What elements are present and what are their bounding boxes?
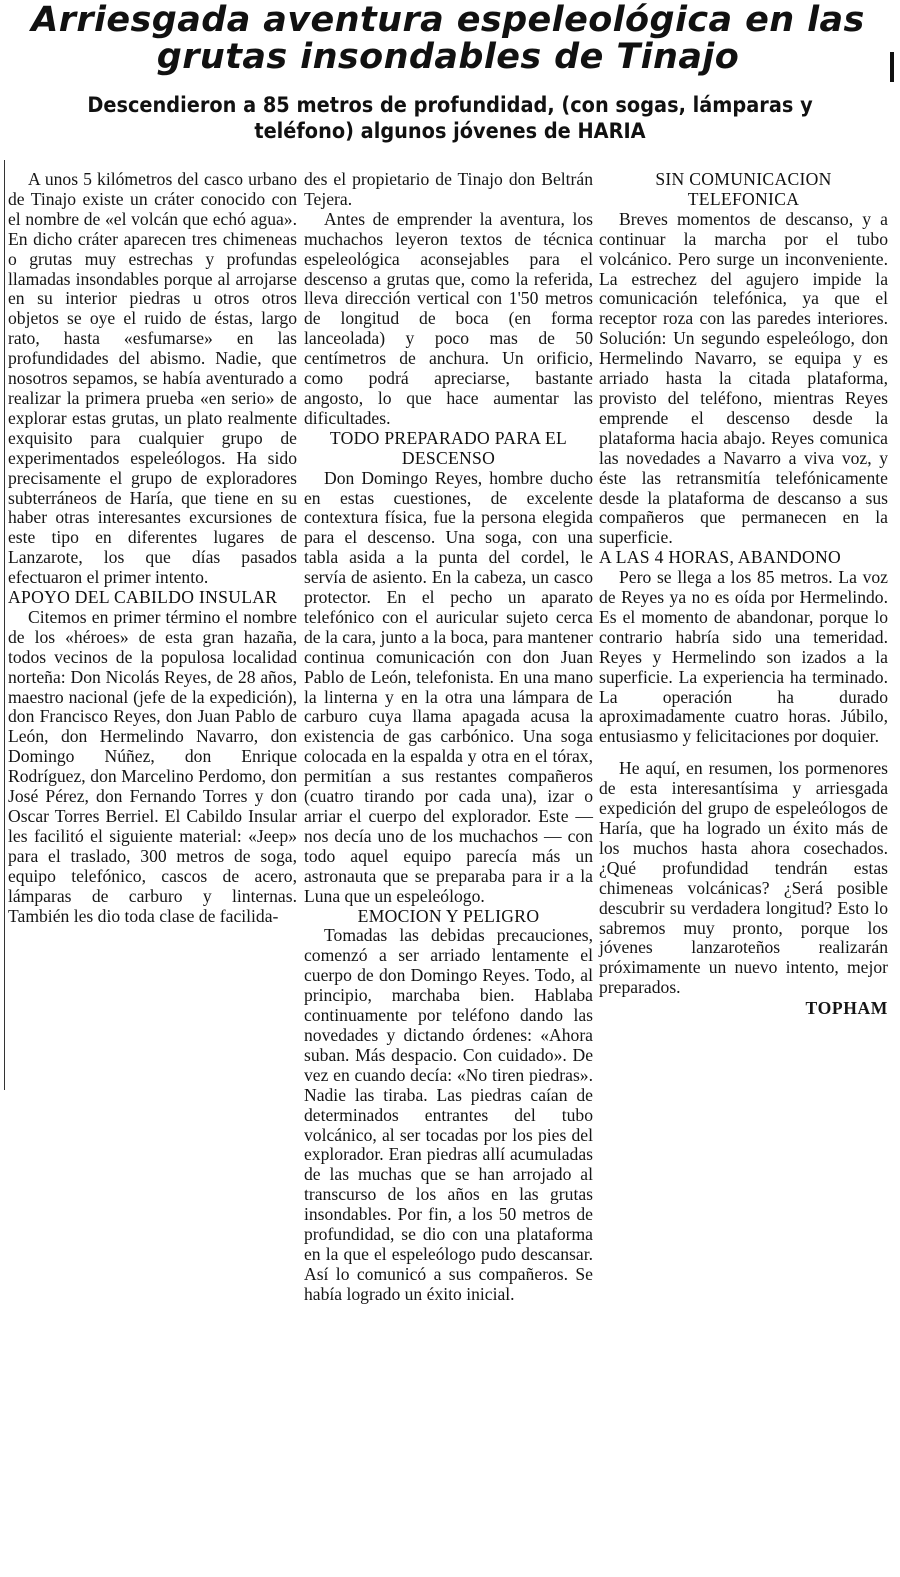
paragraph: Antes de emprender la aventura, los muchachos leyeron textos de técnica espeleológica aconsejables para el descenso a grutas que, como la referida, lleva dirección vertical con 1'50 metros de longitud de boca (en forma lanceolada) y poco mas de 50 centímetros de anchura. Un orificio, como podrá apreciarse, bastante angosto, lo que hace aumentar las dificultades. (304, 208, 593, 428)
section-heading: APOYO DEL CABILDO INSULAR (8, 587, 278, 608)
article-column-3 (599, 170, 888, 1018)
paragraph: Don Domingo Reyes, hombre ducho en estas cuestiones, de excelente contextura física, fue la persona elegida para el descenso. Una soga, con una tabla asida a la punta del cordel, le servía de asiento. En la cabeza, un casco protector. En el pecho un aparato telefónico con el auricular sujeto cerca de la cara, junto a la boca, para mantener continua comunicación con don Juan Pablo de León, telefonista. En una mano la linterna y en la otra una lámpara de carburo cuya llama apagada acusa la existencia de gas carbónico. Una soga colocada en la espalda y otra en el tórax, permitían a sus restantes compañeros (cuatro tirando por cada una), izar o arriar el cuerpo del explorador. Este — nos decía uno de los muchachos — con todo aquel equipo parecía más un astronauta que se preparaba para ir a la Luna que un espeleólogo. (304, 467, 593, 906)
author-signature: TOPHAM (805, 998, 888, 1019)
page-edge-mark (890, 52, 894, 82)
headline: Arriesgada aventura espeleológica en las grutas insondables de Tinajo (31, 0, 865, 77)
section-heading: SIN COMUNICACION TELEFONICA (655, 169, 832, 209)
paragraph: des el propietario de Tinajo don Beltrán Tejera. (304, 169, 593, 209)
paragraph: He aquí, en resumen, los pormenores de esta interesantísima y arriesgada expedición del grupo de espeleólogos de Haría, que ha logrado un éxito más de los muchos hasta ahora cosechados. ¿Qué profundidad tendrán estas chimeneas volcánicas? ¿Será posible descubrir su verdadera longitud? Esto lo sabremos muy pronto, porque los jóvenes lanzaroteños realizarán próximamente un nuevo intento, mejor preparados. (599, 758, 888, 998)
section-heading: EMOCION Y PELIGRO (357, 905, 540, 926)
paragraph: Tomadas las debidas precauciones, comenzó a ser arriado lentamente el cuerpo de don Domingo Reyes. Todo, al principio, marchaba bien. Hablaba continuamente por teléfono dando las novedades y dictando órdenes: «Ahora suban. Más despacio. Con cuidado». De vez en cuando decía: «No tiren piedras». Nadie las tiraba. Las piedras caían de determinados entrantes del tubo volcánico, al ser tocadas por los pies del explorador. Eran piedras allí acumuladas de las muchas que se han arrojado al transcurso de los años en las grutas insondables. Por fin, a los 50 metros de profundidad, se dio con una plataforma en la que el espeleólogo pudo descansar. Así lo comunicó a sus compañeros. Se había logrado un éxito inicial. (304, 925, 593, 1304)
article-column-1 (8, 170, 297, 926)
section-heading: TODO PREPARADO PARA EL DESCENSO (329, 427, 568, 468)
subheadline: Descendieron a 85 metros de profundidad, (con sogas, lámparas y teléfono) algunos jóvenes de HARIA (87, 93, 813, 143)
paragraph: Citemos en primer término el nombre de los «héroes» de esta gran hazaña, todos vecinos de la populosa localidad norteña: Don Nicolás Reyes, de 28 años, maestro nacional (jefe de la expedición), don Francisco Reyes, don Juan Pablo de León, don Hermelindo Navarro, don Domingo Núñez, don Enrique Rodríguez, don Marcelino Perdomo, don José Pérez, don Fernando Torres y don Oscar Torres Berriel. El Cabildo Insular les facilitó el siguiente material: «Jeep» para el traslado, 300 metros de soga, equipo telefónico, cascos de acero, lámparas de carburo y linternas. También les dio toda clase de facilida- (8, 606, 297, 926)
section-heading: A LAS 4 HORAS, ABANDONO (599, 547, 842, 568)
paragraph: A unos 5 kilómetros del casco urbano de Tinajo existe un cráter conocido con el nombre de «el volcán que echó agua». En dicho cráter aparecen tres chimeneas o grutas muy estrechas y profundas llamadas insondables porque al arrojarse en su interior piedras u otros otros objetos se oye el ruido de éstas, largo rato, hasta «esfumarse» en las profundidades del abismo. Nadie, que nosotros sepamos, se había aventurado a realizar la primera prueba «en serio» de explorar estas grutas, un plato realmente exquisito para cualquier grupo de experimentados espeleólogos. Ha sido precisamente el grupo de exploradores subterráneos de Haría, que tiene en su haber otras interesantes excursiones de este tipo en diferentes lugares de Lanzarote, los que días pasados efectuaron el primer intento. (8, 169, 297, 588)
left-margin-rule (4, 160, 5, 1090)
article-column-2 (304, 170, 593, 1305)
paragraph: Breves momentos de descanso, y a continuar la marcha por el tubo volcánico. Pero surge un inconveniente. La estrechez del agujero impide la comunicación telefónica, ya que el receptor roza con las paredes interiores. Solución: Un segundo espeleólogo, don Hermelindo Navarro, se equipa y es arriado hasta la citada plataforma, provisto del teléfono, mientras Reyes emprende el descenso desde la plataforma hacia abajo. Reyes comunica las novedades a Navarro a viva voz, y éste las retransmitía telefónicamente desde la plataforma de descanso a sus compañeros que permanecen en la superficie. (599, 208, 888, 548)
paragraph: Pero se llega a los 85 metros. La voz de Reyes ya no es oída por Hermelindo. Es el momento de abandonar, porque lo contrario habría sido una temeridad. Reyes y Hermelindo son izados a la superficie. La experiencia ha terminado. La operación ha durado aproximadamente cuatro horas. Júbilo, entusiasmo y felicitaciones por doquier. (599, 567, 888, 747)
